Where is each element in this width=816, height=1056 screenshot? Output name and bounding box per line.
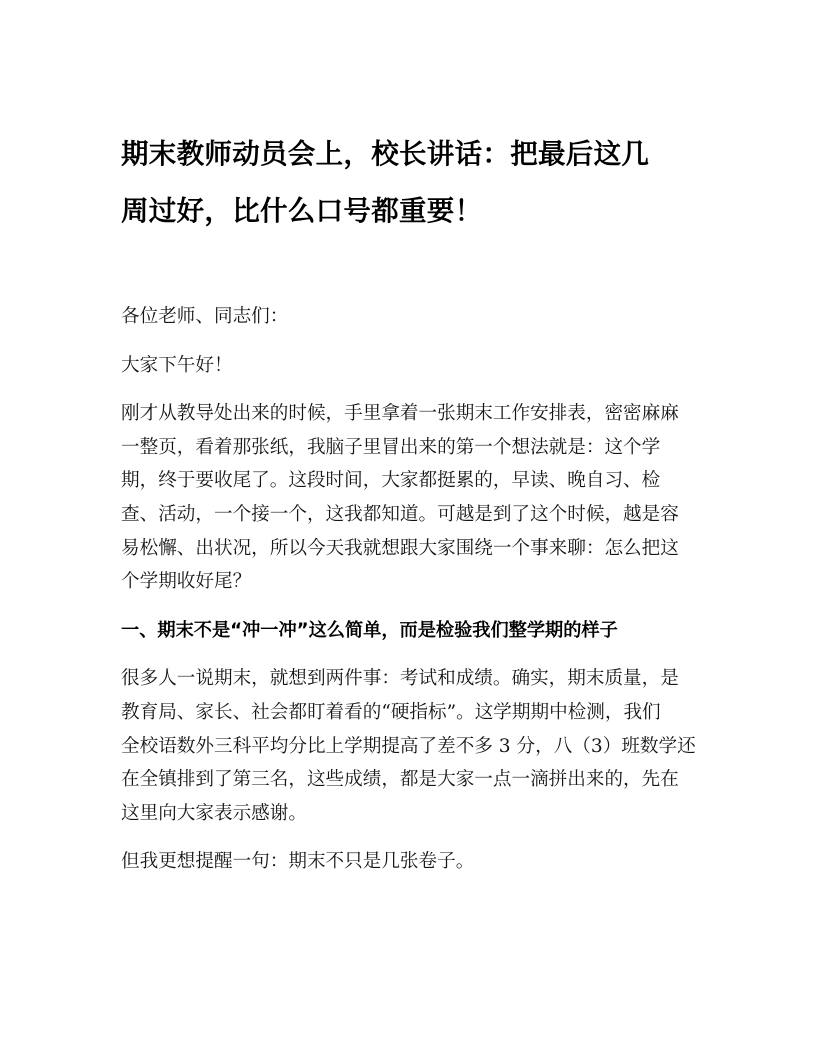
text-line: 查、活动，一个接一个，这我都知道。可越是到了这个时候，越是容 bbox=[121, 503, 679, 525]
document-body bbox=[121, 300, 696, 894]
section1-paragraph-2: 但我更想提醒一句：期末不只是几张卷子。 bbox=[121, 851, 475, 873]
title-line-1: 期末教师动员会上，校长讲话：把最后这几 bbox=[121, 138, 650, 170]
text-line: 这里向大家表示感谢。 bbox=[121, 802, 307, 824]
text-line: 在全镇排到了第三名，这些成绩，都是大家一点一滴拼出来的，先在 bbox=[121, 769, 679, 791]
section1-paragraph-1 bbox=[121, 662, 696, 830]
text-line: 易松懈、出状况，所以今天我就想跟大家围绕一个事来聊：怎么把这 bbox=[121, 537, 679, 559]
text-line: 期，终于要收尾了。这段时间，大家都挺累的，早读、晚自习、检 bbox=[121, 470, 661, 492]
document-title bbox=[121, 126, 649, 240]
greeting: 大家下午好！ bbox=[121, 354, 233, 376]
salutation: 各位老师、同志们： bbox=[121, 306, 289, 327]
text-line: 刚才从教导处出来的时候，手里拿着一张期末工作安排表，密密麻麻 bbox=[121, 403, 679, 425]
text-line: 全校语数外三科平均分比上学期提高了差不多 3 分，八（3）班数学还 bbox=[121, 735, 696, 757]
section-heading-1: 一、期末不是“冲一冲”这么简单，而是检验我们整学期的样子 bbox=[121, 619, 618, 641]
text-line: 很多人一说期末，就想到两件事：考试和成绩。确实，期末质量，是 bbox=[121, 668, 679, 690]
title-line-2: 周过好，比什么口号都重要！ bbox=[121, 195, 483, 227]
text-line: 教育局、家长、社会都盯着看的“硬指标”。这学期期中检测，我们 bbox=[121, 701, 661, 723]
text-line: 一整页，看着那张纸，我脑子里冒出来的第一个想法就是：这个学 bbox=[121, 436, 661, 458]
text-line: 个学期收好尾？ bbox=[121, 571, 252, 593]
intro-paragraph bbox=[121, 397, 696, 599]
